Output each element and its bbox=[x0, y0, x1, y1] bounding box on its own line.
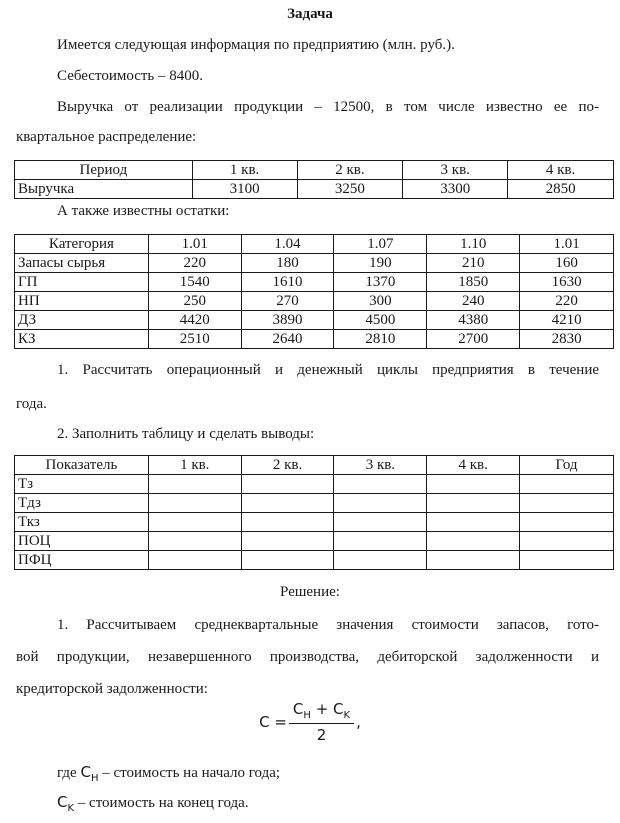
formula-fraction bbox=[289, 700, 354, 744]
formula-symbol: C bbox=[292, 700, 304, 718]
empty-cell bbox=[334, 494, 427, 513]
table-cell: 190 bbox=[334, 254, 427, 273]
table-row bbox=[15, 311, 614, 330]
where-text: – стоимость на конец года. bbox=[74, 795, 249, 811]
table-row bbox=[15, 513, 614, 532]
table-cell: 300 bbox=[334, 292, 427, 311]
header-cell: 3 кв. bbox=[334, 456, 427, 475]
row-label: Тз bbox=[15, 475, 149, 494]
empty-cell bbox=[520, 551, 614, 570]
empty-cell bbox=[520, 513, 614, 532]
empty-cell bbox=[520, 532, 614, 551]
header-cell: Категория bbox=[15, 235, 149, 254]
table-cell: 3890 bbox=[241, 311, 334, 330]
row-label: ПФЦ bbox=[15, 551, 149, 570]
table-cell: 220 bbox=[148, 254, 241, 273]
formula-lhs: C = bbox=[259, 713, 287, 731]
task-1-line-2: года. bbox=[16, 396, 47, 412]
task-2-text: 2. Заполнить таблицу и сделать выводы: bbox=[57, 426, 315, 442]
table-cell: 4210 bbox=[520, 311, 614, 330]
where-line-1 bbox=[57, 763, 280, 784]
formula-symbol: C bbox=[333, 700, 344, 718]
row-label: Выручка bbox=[15, 180, 193, 199]
formula-numerator bbox=[289, 700, 354, 724]
intro-line-3: Выручка от реализации продукции – 12500, в том числе известно ее по- bbox=[57, 99, 599, 115]
solution-line-2: вой продукции, незавершенного производства, дебиторской задолженности и bbox=[16, 649, 599, 665]
symbol-subscript: K bbox=[67, 803, 75, 814]
row-label: Ткз bbox=[15, 513, 149, 532]
empty-cell bbox=[148, 513, 241, 532]
empty-cell bbox=[148, 551, 241, 570]
header-cell: 1 кв. bbox=[148, 456, 241, 475]
table-row bbox=[15, 551, 614, 570]
solution-heading: Решение: bbox=[280, 584, 340, 600]
table-cell: 3100 bbox=[192, 180, 297, 199]
formula-plus: + bbox=[310, 700, 334, 718]
header-cell: 1.01 bbox=[520, 235, 614, 254]
table-cell: 3300 bbox=[403, 180, 508, 199]
table-cell: 240 bbox=[427, 292, 520, 311]
header-cell: Показатель bbox=[15, 456, 149, 475]
table-row bbox=[15, 254, 614, 273]
indicators-table bbox=[14, 455, 614, 570]
empty-cell bbox=[334, 532, 427, 551]
symbol-subscript: H bbox=[90, 773, 99, 784]
formula-subscript: H bbox=[303, 710, 311, 721]
table-cell: 220 bbox=[520, 292, 614, 311]
where-prefix: где bbox=[57, 765, 81, 781]
where-line-2 bbox=[57, 793, 249, 814]
empty-cell bbox=[334, 475, 427, 494]
empty-cell bbox=[148, 494, 241, 513]
empty-cell bbox=[427, 513, 520, 532]
empty-cell bbox=[241, 551, 334, 570]
table-cell: 1850 bbox=[427, 273, 520, 292]
header-cell: 2 кв. bbox=[297, 161, 403, 180]
empty-cell bbox=[427, 475, 520, 494]
symbol-c: C bbox=[80, 763, 91, 781]
symbol-c: C bbox=[57, 793, 68, 811]
header-cell: 1.04 bbox=[241, 235, 334, 254]
empty-cell bbox=[427, 494, 520, 513]
balances-intro: А также известны остатки: bbox=[57, 203, 230, 219]
header-cell: 3 кв. bbox=[403, 161, 508, 180]
table-cell: 180 bbox=[241, 254, 334, 273]
header-cell: 2 кв. bbox=[241, 456, 334, 475]
header-cell: 1 кв. bbox=[192, 161, 297, 180]
table-cell: 2830 bbox=[520, 330, 614, 349]
row-label: ПОЦ bbox=[15, 532, 149, 551]
table-cell: 1630 bbox=[520, 273, 614, 292]
header-cell: 1.07 bbox=[334, 235, 427, 254]
empty-cell bbox=[241, 532, 334, 551]
formula-subscript: K bbox=[343, 710, 351, 721]
table-row bbox=[15, 532, 614, 551]
empty-cell bbox=[427, 532, 520, 551]
table-row bbox=[15, 494, 614, 513]
empty-cell bbox=[241, 513, 334, 532]
header-cell: 1.10 bbox=[427, 235, 520, 254]
table-cell: 2700 bbox=[427, 330, 520, 349]
table-cell: 270 bbox=[241, 292, 334, 311]
formula-denominator: 2 bbox=[316, 726, 327, 744]
table-cell: 1370 bbox=[334, 273, 427, 292]
empty-cell bbox=[241, 475, 334, 494]
balances-table bbox=[14, 234, 614, 349]
where-text: – стоимость на начало года; bbox=[98, 765, 281, 781]
table-cell: 2810 bbox=[334, 330, 427, 349]
empty-cell bbox=[334, 513, 427, 532]
table-cell: 160 bbox=[520, 254, 614, 273]
header-cell: 4 кв. bbox=[427, 456, 520, 475]
table-header-row bbox=[15, 161, 614, 180]
table-cell: 2850 bbox=[508, 180, 614, 199]
empty-cell bbox=[148, 532, 241, 551]
average-cost-formula bbox=[0, 700, 620, 744]
table-cell: 4500 bbox=[334, 311, 427, 330]
row-label: Запасы сырья bbox=[15, 254, 149, 273]
row-label: ГП bbox=[15, 273, 149, 292]
task-1-line-1: 1. Рассчитать операционный и денежный циклы предприятия в течение bbox=[57, 362, 599, 378]
row-label: КЗ bbox=[15, 330, 149, 349]
empty-cell bbox=[148, 475, 241, 494]
page-title: Задача bbox=[287, 6, 333, 22]
intro-line-4: квартальное распределение: bbox=[16, 129, 197, 145]
row-label: Тдз bbox=[15, 494, 149, 513]
table-cell: 2640 bbox=[241, 330, 334, 349]
table-row bbox=[15, 475, 614, 494]
empty-cell bbox=[427, 551, 520, 570]
table-cell: 3250 bbox=[297, 180, 403, 199]
table-cell: 1610 bbox=[241, 273, 334, 292]
header-cell: 1.01 bbox=[148, 235, 241, 254]
table-row bbox=[15, 180, 614, 199]
table-cell: 210 bbox=[427, 254, 520, 273]
header-cell: Период bbox=[15, 161, 193, 180]
header-cell: Год bbox=[520, 456, 614, 475]
intro-line-2: Себестоимость – 8400. bbox=[57, 68, 204, 84]
table-header-row bbox=[15, 235, 614, 254]
table-cell: 4380 bbox=[427, 311, 520, 330]
table-cell: 2510 bbox=[148, 330, 241, 349]
revenue-table bbox=[14, 160, 614, 199]
header-cell: 4 кв. bbox=[508, 161, 614, 180]
table-cell: 250 bbox=[148, 292, 241, 311]
table-row bbox=[15, 273, 614, 292]
table-cell: 1540 bbox=[148, 273, 241, 292]
intro-line-1: Имеется следующая информация по предприятию (млн. руб.). bbox=[57, 37, 455, 53]
solution-line-1: 1. Рассчитываем среднеквартальные значения стоимости запасов, гото- bbox=[57, 617, 599, 633]
row-label: ДЗ bbox=[15, 311, 149, 330]
table-row bbox=[15, 292, 614, 311]
row-label: НП bbox=[15, 292, 149, 311]
table-cell: 4420 bbox=[148, 311, 241, 330]
empty-cell bbox=[334, 551, 427, 570]
solution-line-3: кредиторской задолженности: bbox=[16, 681, 208, 697]
table-row bbox=[15, 330, 614, 349]
formula-comma: , bbox=[356, 713, 361, 731]
empty-cell bbox=[520, 494, 614, 513]
empty-cell bbox=[520, 475, 614, 494]
table-header-row bbox=[15, 456, 614, 475]
empty-cell bbox=[241, 494, 334, 513]
